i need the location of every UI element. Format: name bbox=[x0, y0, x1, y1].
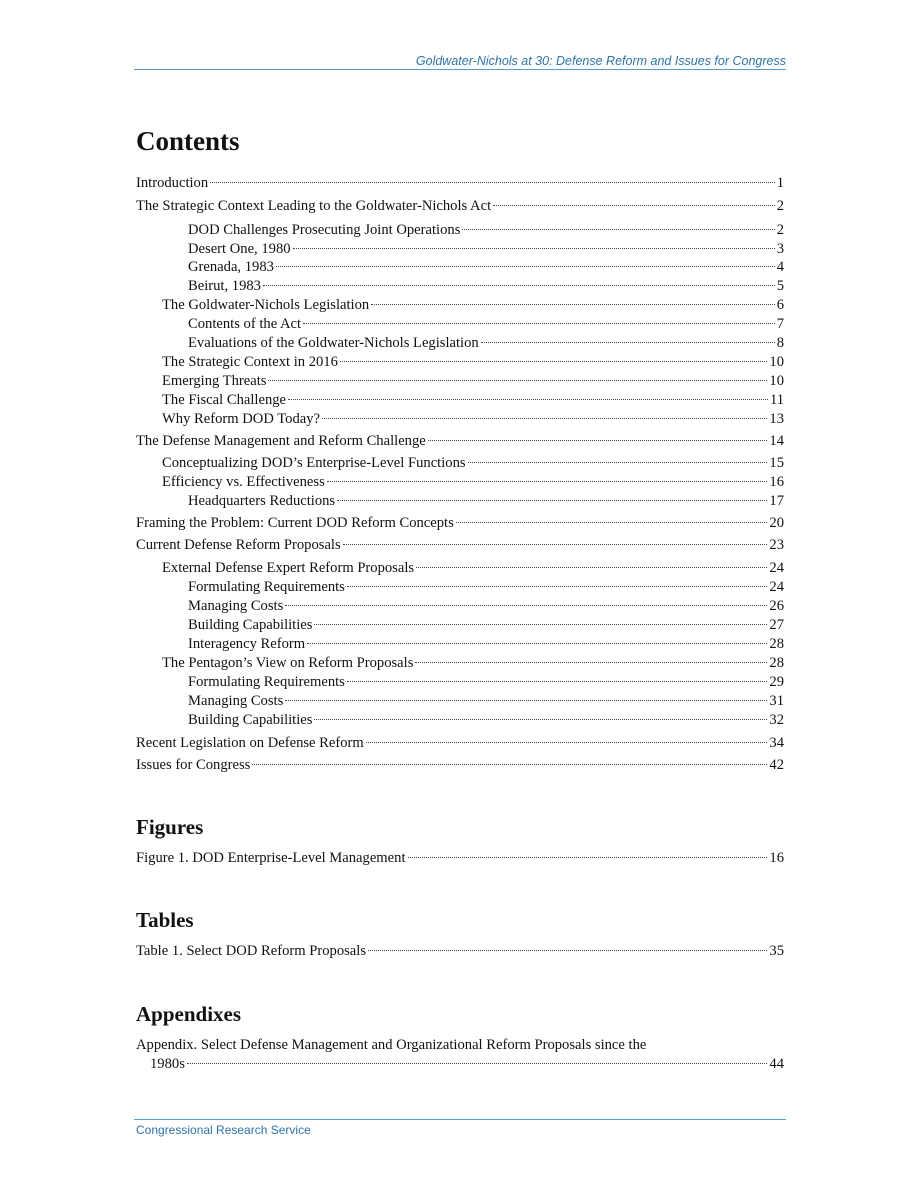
dot-leader bbox=[347, 585, 768, 587]
appendix-entry-title-line1[interactable]: Appendix. Select Defense Management and Organizational Reform Proposals since the bbox=[136, 1037, 647, 1053]
appendix-entry-page: 44 bbox=[769, 1056, 784, 1072]
dot-leader bbox=[187, 1062, 768, 1064]
toc-entry-page: 24 bbox=[769, 579, 784, 595]
toc-entry-title: Building Capabilities bbox=[188, 712, 313, 728]
toc-entry-page: 42 bbox=[769, 757, 784, 773]
toc-entry-page: 28 bbox=[769, 636, 784, 652]
dot-leader bbox=[276, 265, 775, 267]
toc-entry-page: 3 bbox=[776, 241, 784, 257]
toc-entry-title: Desert One, 1980 bbox=[188, 241, 291, 257]
dot-leader bbox=[293, 247, 775, 249]
toc-entry-page: 1 bbox=[776, 175, 784, 191]
dot-leader bbox=[428, 439, 768, 441]
toc-entry[interactable] bbox=[136, 654, 784, 673]
dot-leader bbox=[481, 341, 775, 343]
toc-entry-page: 28 bbox=[769, 655, 784, 671]
toc-entry-title: Conceptualizing DOD’s Enterprise-Level Functions bbox=[162, 455, 466, 471]
dot-leader bbox=[314, 623, 767, 625]
toc-entry[interactable] bbox=[136, 514, 784, 533]
toc-entry[interactable] bbox=[136, 258, 784, 277]
toc-entry-page: 11 bbox=[769, 392, 784, 408]
dot-leader bbox=[327, 480, 768, 482]
dot-leader bbox=[368, 949, 767, 951]
toc-entry-page: 15 bbox=[769, 455, 784, 471]
footer-rule bbox=[134, 1119, 786, 1120]
toc-entry-page: 14 bbox=[769, 433, 784, 449]
toc-entry-title: Table 1. Select DOD Reform Proposals bbox=[136, 943, 367, 959]
toc-entry[interactable] bbox=[136, 197, 784, 216]
toc-entry-page: 16 bbox=[769, 474, 784, 490]
toc-entry-title: Formulating Requirements bbox=[188, 674, 345, 690]
toc-entry[interactable] bbox=[136, 616, 784, 635]
toc-entry-title: Formulating Requirements bbox=[188, 579, 345, 595]
toc-entry[interactable] bbox=[136, 353, 784, 372]
toc-entry-page: 13 bbox=[769, 411, 784, 427]
dot-leader bbox=[343, 543, 768, 545]
toc-entry-title: External Defense Expert Reform Proposals bbox=[162, 560, 415, 576]
toc-entry-title: Recent Legislation on Defense Reform bbox=[136, 735, 364, 751]
toc-entry-title: Interagency Reform bbox=[188, 636, 306, 652]
toc-entry-title: Framing the Problem: Current DOD Reform Concepts bbox=[136, 515, 454, 531]
toc-entry-title: The Defense Management and Reform Challenge bbox=[136, 433, 426, 449]
toc-entry-page: 2 bbox=[776, 198, 784, 214]
dot-leader bbox=[288, 398, 768, 400]
toc-entry[interactable] bbox=[136, 372, 784, 391]
toc-entry[interactable] bbox=[136, 277, 784, 296]
dot-leader bbox=[268, 379, 767, 381]
toc-entry[interactable] bbox=[136, 492, 784, 511]
toc-entry[interactable] bbox=[136, 296, 784, 315]
toc-entry-page: 8 bbox=[776, 335, 784, 351]
toc-entry-title: Introduction bbox=[136, 175, 209, 191]
dot-leader bbox=[371, 303, 774, 305]
dot-leader bbox=[456, 521, 768, 523]
dot-leader bbox=[415, 661, 767, 663]
dot-leader bbox=[252, 763, 767, 765]
toc-entry[interactable] bbox=[136, 536, 784, 555]
dot-leader bbox=[285, 699, 767, 701]
toc-entry-title: Figure 1. DOD Enterprise-Level Management bbox=[136, 850, 406, 866]
appendix-entry-title-line2: 1980s bbox=[150, 1056, 185, 1072]
toc-entry[interactable] bbox=[136, 692, 784, 711]
appendix-entry[interactable] bbox=[136, 1055, 784, 1074]
toc-entry-page: 2 bbox=[776, 222, 784, 238]
dot-leader bbox=[337, 499, 767, 501]
toc-entry[interactable] bbox=[136, 597, 784, 616]
footer-text: Congressional Research Service bbox=[136, 1123, 311, 1137]
running-header-title: Goldwater-Nichols at 30: Defense Reform and Issues for Congress bbox=[415, 54, 786, 68]
toc-entry-title: The Goldwater-Nichols Legislation bbox=[162, 297, 370, 313]
dot-leader bbox=[462, 228, 774, 230]
toc-entry[interactable] bbox=[136, 334, 784, 353]
toc-entry-title: Building Capabilities bbox=[188, 617, 313, 633]
dot-leader bbox=[314, 718, 767, 720]
toc-entry-title: Grenada, 1983 bbox=[188, 259, 274, 275]
dot-leader bbox=[307, 642, 767, 644]
dot-leader bbox=[416, 566, 767, 568]
dot-leader bbox=[210, 181, 775, 183]
toc-entry[interactable] bbox=[136, 221, 784, 240]
toc-entry[interactable] bbox=[136, 635, 784, 654]
toc-entry-page: 26 bbox=[769, 598, 784, 614]
toc-entry-title: The Pentagon’s View on Reform Proposals bbox=[162, 655, 414, 671]
toc-entry-page: 6 bbox=[776, 297, 784, 313]
toc-entry[interactable] bbox=[136, 473, 784, 492]
toc-entry-page: 35 bbox=[769, 943, 784, 959]
dot-leader bbox=[408, 856, 768, 858]
toc-entry-page: 32 bbox=[769, 712, 784, 728]
toc-entry[interactable] bbox=[136, 240, 784, 259]
toc-entry-page: 31 bbox=[769, 693, 784, 709]
toc-entry-title: Issues for Congress bbox=[136, 757, 251, 773]
toc-entry-title: DOD Challenges Prosecuting Joint Operations bbox=[188, 222, 461, 238]
toc-entry[interactable] bbox=[136, 559, 784, 578]
dot-leader bbox=[285, 604, 767, 606]
toc-entry[interactable] bbox=[136, 673, 784, 692]
toc-entry-title: The Strategic Context in 2016 bbox=[162, 354, 338, 370]
toc-entry-page: 4 bbox=[776, 259, 784, 275]
dot-leader bbox=[468, 461, 768, 463]
toc-entry[interactable] bbox=[136, 315, 784, 334]
toc-entry[interactable] bbox=[136, 410, 784, 429]
dot-leader bbox=[366, 741, 768, 743]
toc-entry-title: The Strategic Context Leading to the Goldwater-Nichols Act bbox=[136, 198, 492, 214]
toc-entry-title: Efficiency vs. Effectiveness bbox=[162, 474, 325, 490]
dot-leader bbox=[303, 322, 775, 324]
toc-entry[interactable] bbox=[136, 849, 784, 868]
dot-leader bbox=[340, 360, 768, 362]
toc-entry[interactable] bbox=[136, 711, 784, 730]
toc-entry[interactable] bbox=[136, 942, 784, 961]
toc-entry[interactable] bbox=[136, 432, 784, 451]
dot-leader bbox=[493, 204, 775, 206]
toc-entry-page: 16 bbox=[769, 850, 784, 866]
toc-entry-title: The Fiscal Challenge bbox=[162, 392, 287, 408]
tables-heading: Tables bbox=[136, 908, 194, 932]
toc-entry-page: 7 bbox=[776, 316, 784, 332]
toc-entry-title: Current Defense Reform Proposals bbox=[136, 537, 341, 553]
dot-leader bbox=[263, 284, 775, 286]
toc-entry[interactable] bbox=[136, 578, 784, 597]
toc-entry-page: 34 bbox=[769, 735, 784, 751]
toc-entry-title: Beirut, 1983 bbox=[188, 278, 261, 294]
toc-entry[interactable] bbox=[136, 174, 784, 193]
toc-entry-page: 23 bbox=[769, 537, 784, 553]
toc-entry-title: Contents of the Act bbox=[188, 316, 302, 332]
contents-heading: Contents bbox=[136, 126, 240, 156]
toc-entry-title: Emerging Threats bbox=[162, 373, 267, 389]
toc-entry-title: Evaluations of the Goldwater-Nichols Legislation bbox=[188, 335, 479, 351]
dot-leader bbox=[347, 680, 768, 682]
toc-entry-page: 27 bbox=[769, 617, 784, 633]
toc-entry-title: Why Reform DOD Today? bbox=[162, 411, 320, 427]
dot-leader bbox=[322, 417, 767, 419]
appendixes-heading: Appendixes bbox=[136, 1002, 242, 1026]
toc-entry-title: Managing Costs bbox=[188, 598, 284, 614]
header-rule bbox=[134, 69, 786, 70]
toc-entry[interactable] bbox=[136, 454, 784, 473]
toc-entry-page: 29 bbox=[769, 674, 784, 690]
toc-entry-title: Headquarters Reductions bbox=[188, 493, 336, 509]
toc-entry-page: 10 bbox=[769, 354, 784, 370]
toc-entry[interactable] bbox=[136, 734, 784, 753]
toc-entry-page: 20 bbox=[769, 515, 784, 531]
toc-entry-page: 10 bbox=[769, 373, 784, 389]
figures-heading: Figures bbox=[136, 815, 204, 839]
toc-entry[interactable] bbox=[136, 391, 784, 410]
toc-entry-page: 5 bbox=[776, 278, 784, 294]
toc-entry-title: Managing Costs bbox=[188, 693, 284, 709]
toc-entry[interactable] bbox=[136, 756, 784, 775]
toc-entry-page: 24 bbox=[769, 560, 784, 576]
toc-entry-page: 17 bbox=[769, 493, 784, 509]
